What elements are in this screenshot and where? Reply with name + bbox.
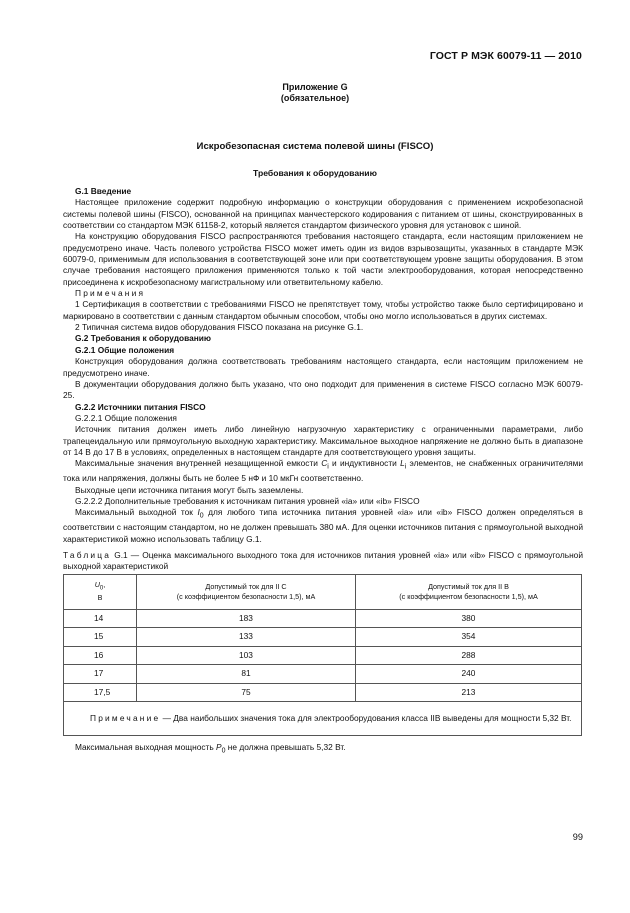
table-row: 17,5 75 213 [64, 683, 582, 702]
table-note-row [64, 702, 582, 736]
table-note: Примечание — Два наибольших значения тока для электрооборудования класса IIB выведены для мощности 5,32 Вт. [64, 702, 582, 736]
table-row: 15 133 354 [64, 628, 582, 647]
paragraph: Максимальный выходной ток $I_0$ для любого типа источника питания уровней «ia» или «ib» FISCO должен определяться в соответствии с настоящим стандартом, но не должен превышать 380 мА. Для оценки источников питания с прямоугольной выходной характеристикой можно использовать таблицу G.1. [63, 507, 583, 544]
section-heading-g222: G.2.2.2 Дополнительные требования к источникам питания уровней «ia» или «ib» FISCO [75, 495, 420, 506]
annex-type: (обязательное) [280, 93, 350, 103]
column-header-iib: Допустимый ток для II B (с коэффициентом безопасности 1,5), мА [356, 574, 582, 609]
column-header-voltage: $U_0$, В [64, 574, 137, 609]
section-heading-g221: G.2.2.1 Общие положения [75, 412, 177, 423]
paragraph: Максимальные значения внутренней незащищенной емкости $C_i$ и индуктивности $L_i$ элементов, не снабженных ограничителями тока или напряжения, должны быть не более 5 нФ и 10 мкГн соответственно. [63, 458, 583, 484]
column-header-iic: Допустимый ток для II C (с коэффициентом безопасности 1,5), мА [137, 574, 356, 609]
table-row: 14 183 380 [64, 609, 582, 628]
note-1: 1 Сертификация в соответствии с требованиями FISCO не препятствует тому, чтобы устройство также было сертифицировано и маркировано в соответствии с данным стандартом обычным способом, чтобы оно могло использоваться в других системах. [63, 299, 583, 321]
paragraph: Выходные цепи источника питания могут быть заземлены. [75, 484, 304, 495]
table-row: 16 103 288 [64, 646, 582, 665]
section-heading-g1: G.1 Введение [75, 186, 132, 196]
paragraph: Источник питания должен иметь либо линейную нагрузочную характеристику с ограниченными параметрами, либо трапецеидальную или прямоугольную выходную характеристику. Максимальное выходное напряжение не должно быть в диапазоне от 14 В до 17 В в условиях, определенных в настоящем стандарте для соответствующего уровня защиты. [63, 424, 583, 457]
paragraph: На конструкцию оборудования FISCO распространяются требования настоящего стандарта, если настоящим приложением не предусмотрено иначе. Часть полевого устройства FISCO может иметь один из видов взрывозащиты, указанных в стандарте МЭК 60079-0, применимым для использования в соответствующей зоне или при соответствующем уровне защиты оборудования. В этом случае требования настоящего приложения применяются только к той части электрооборудования, которая непосредственно присоединена к искробезопасному магистральному или ответвительному кабелю. [63, 231, 583, 287]
section-heading-g22: G.2.2 Источники питания FISCO [75, 401, 206, 412]
annex-heading [0, 82, 630, 104]
table-header-row [64, 574, 582, 609]
annex-title: Приложение G [282, 82, 348, 92]
section-heading-g2: G.2 Требования к оборудованию [75, 333, 212, 344]
paragraph: В документации оборудования должно быть указано, что оно подходит для применения в системе FISCO согласно МЭК 60079-25. [63, 378, 583, 401]
document-subtitle: Требования к оборудованию [253, 168, 377, 178]
table-caption: Таблица G.1 — Оценка максимального выходного тока для источников питания уровней «ia» или «ib» FISCO с прямоугольной выходной характеристикой [63, 549, 583, 572]
paragraph: Максимальная выходная мощность $P_0$ не должна превышать 5,32 Вт. [75, 742, 346, 755]
document-title: Искробезопасная система полевой шины (FISCO) [196, 141, 434, 152]
notes-label: Примечания [75, 288, 146, 299]
page-number: 99 [572, 832, 583, 842]
section-heading-g21: G.2.1 Общие положения [75, 344, 175, 355]
document-body [63, 186, 583, 757]
table-g1 [63, 574, 582, 737]
document-header: ГОСТ Р МЭК 60079-11 — 2010 [429, 50, 582, 62]
paragraph: Настоящее приложение содержит подробную информацию о конструкции оборудования с применением искробезопасной системы полевой шины (FISCO), основанной на принципах манчестерского кодирования с питанием от шины, сконструированных в соответствии со стандартом МЭК 61158-2, который является стандартом физического уровня для установок с шиной. [63, 197, 583, 231]
paragraph: Конструкция оборудования должна соответствовать требованиям настоящего стандарта, если настоящим приложением не предусмотрено иначе. [63, 356, 583, 378]
note-2: 2 Типичная система видов оборудования FISCO показана на рисунке G.1. [75, 322, 364, 333]
table-row: 17 81 240 [64, 665, 582, 684]
